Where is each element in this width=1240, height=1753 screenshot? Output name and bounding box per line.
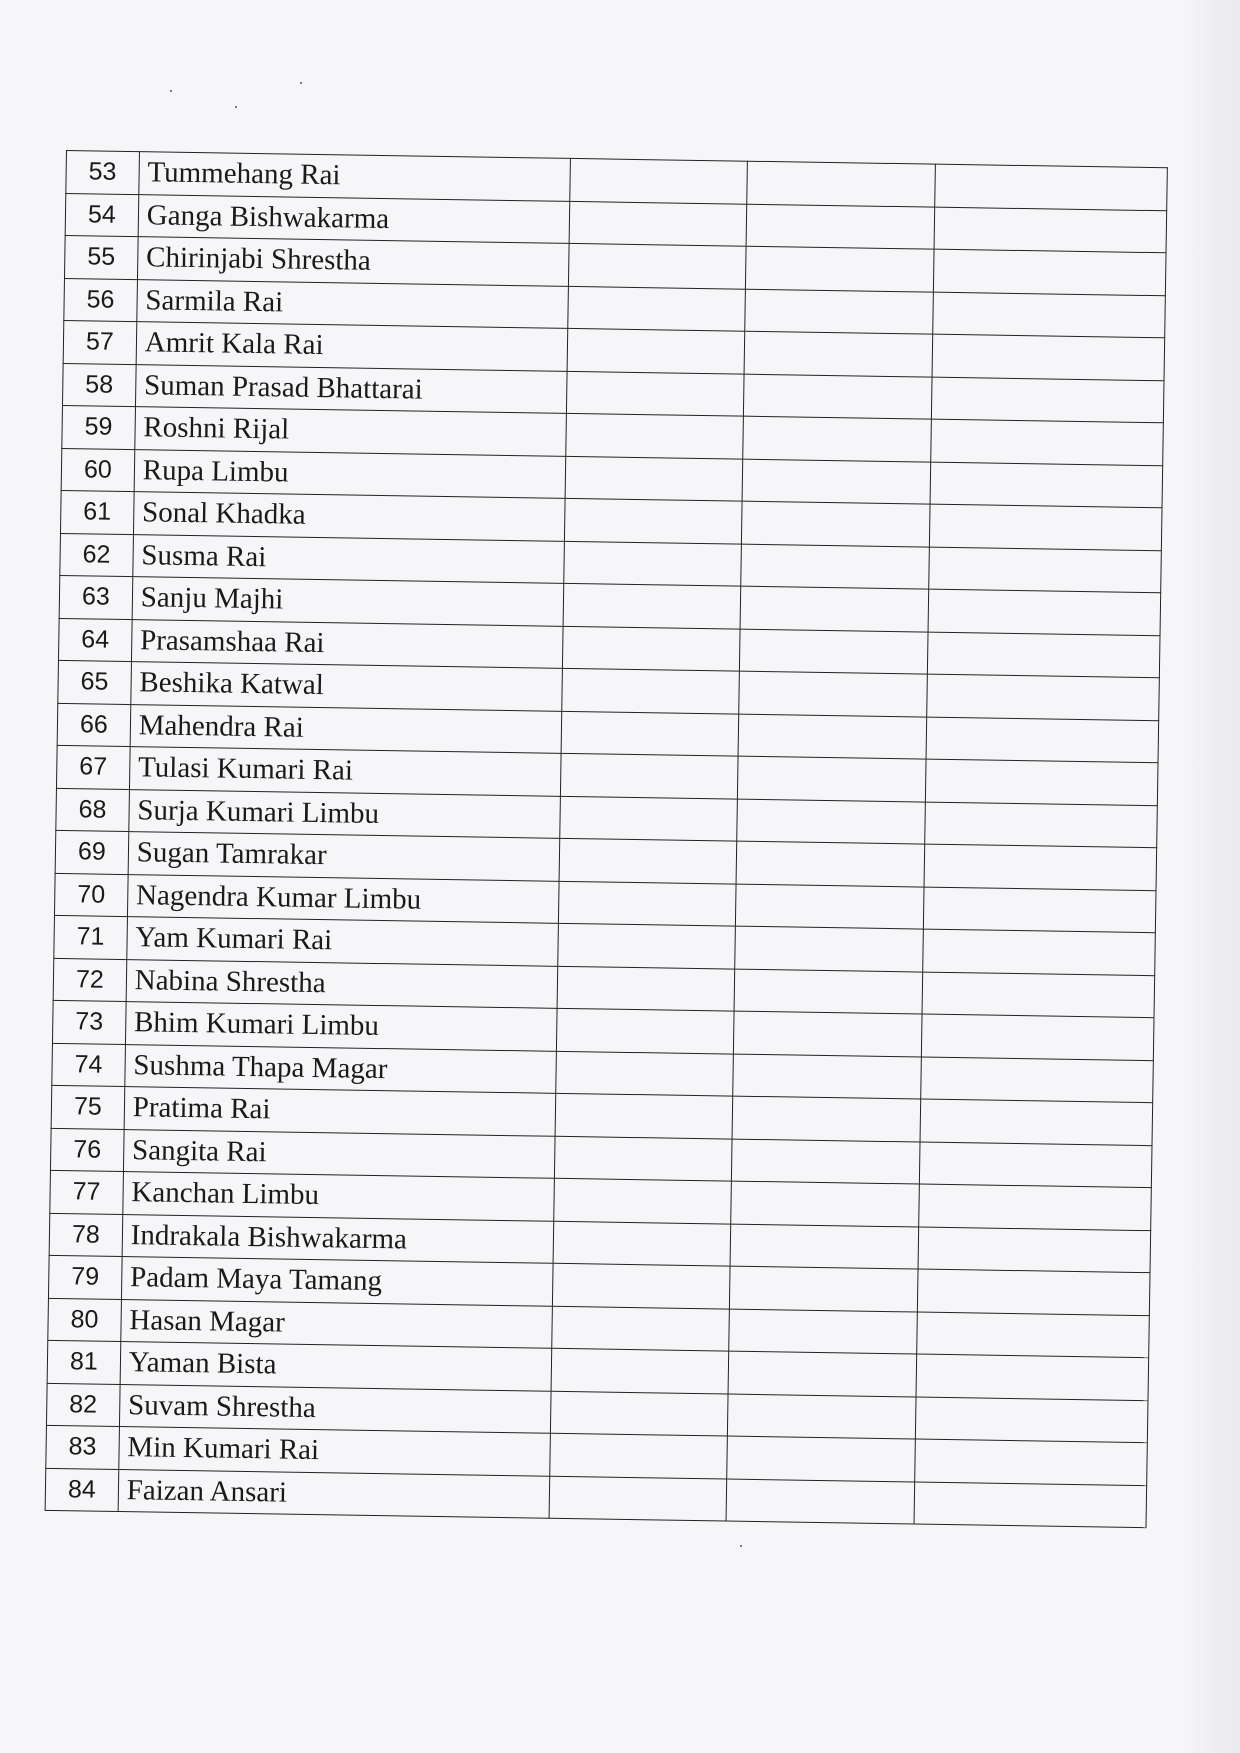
blank-cell [553,1221,731,1266]
blank-cell [566,371,744,416]
blank-cell [565,413,743,458]
roster-table [45,150,1168,1528]
blank-cell [729,1309,918,1354]
blank-cell [561,668,739,713]
serial-number-cell: 71 [54,915,127,959]
name-cell: Faizan Ansari [118,1469,549,1518]
serial-number-cell: 80 [48,1298,121,1342]
scan-speck [235,106,237,108]
blank-cell [561,711,739,756]
serial-number-cell: 67 [56,745,129,789]
serial-number-cell: 64 [58,618,131,662]
blank-cell [930,462,1163,508]
blank-cell [924,844,1157,890]
blank-cell [555,1051,733,1096]
name-cell: Roshni Rijal [135,407,566,456]
name-cell: Nagendra Kumar Limbu [127,874,558,923]
roster-table-body [45,151,1167,1528]
blank-cell [933,292,1166,338]
blank-cell [739,629,928,674]
name-cell: Pratima Rai [124,1087,555,1136]
name-cell: Yam Kumari Rai [127,917,558,966]
blank-cell [557,923,735,968]
blank-cell [923,929,1156,975]
serial-number-cell: 79 [48,1255,121,1299]
blank-cell [744,331,933,376]
serial-number-cell: 84 [45,1468,118,1512]
blank-cell [921,1014,1154,1060]
blank-cell [917,1312,1150,1358]
blank-cell [917,1269,1150,1315]
blank-cell [921,1057,1154,1103]
name-cell: Yaman Bista [120,1342,551,1391]
blank-cell [915,1397,1148,1443]
name-cell: Susma Rai [133,534,564,583]
blank-cell [745,246,934,291]
name-cell: Mahendra Rai [130,704,561,753]
blank-cell [733,1054,922,1099]
name-cell: Rupa Limbu [134,449,565,498]
blank-cell [743,416,932,461]
scan-speck [170,90,172,92]
serial-number-cell: 72 [53,958,126,1002]
blank-cell [564,498,742,543]
blank-cell [933,249,1166,295]
blank-cell [731,1181,920,1226]
blank-cell [550,1391,728,1436]
blank-cell [563,583,741,628]
name-cell: Sonal Khadka [133,492,564,541]
blank-cell [931,377,1164,423]
blank-cell [931,419,1164,465]
serial-number-cell: 83 [46,1425,119,1469]
name-cell: Bhim Kumari Limbu [125,1002,556,1051]
blank-cell [567,286,745,331]
blank-cell [918,1227,1151,1273]
blank-cell [734,969,923,1014]
blank-cell [730,1224,919,1269]
blank-cell [563,541,741,586]
blank-cell [925,759,1158,805]
serial-number-cell: 68 [56,788,129,832]
blank-cell [740,586,929,631]
name-cell: Prasamshaa Rai [131,619,562,668]
blank-cell [927,632,1160,678]
blank-cell [735,884,924,929]
name-cell: Indrakala Bishwakarma [122,1214,553,1263]
blank-cell [736,841,925,886]
blank-cell [569,201,747,246]
serial-number-cell: 61 [60,490,133,534]
blank-cell [915,1439,1148,1485]
name-cell: Sangita Rai [123,1129,554,1178]
serial-number-cell: 75 [51,1085,124,1129]
blank-cell [934,207,1167,253]
blank-cell [559,796,737,841]
blank-cell [552,1263,730,1308]
blank-cell [568,243,746,288]
serial-number-cell: 82 [46,1383,119,1427]
blank-cell [737,756,926,801]
blank-cell [919,1184,1152,1230]
blank-cell [746,204,935,249]
name-cell: Sanju Majhi [132,577,563,626]
blank-cell [932,334,1165,380]
blank-cell [554,1136,732,1181]
blank-cell [922,972,1155,1018]
serial-number-cell: 65 [58,660,131,704]
serial-number-cell: 58 [62,363,135,407]
scan-speck [300,82,302,84]
blank-cell [914,1481,1147,1527]
serial-number-cell: 78 [49,1213,122,1257]
blank-cell [732,1096,921,1141]
blank-cell [925,802,1158,848]
name-cell: Tummehang Rai [139,152,570,201]
serial-number-cell: 81 [47,1340,120,1384]
name-cell: Surja Kumari Limbu [129,789,560,838]
name-cell: Tulasi Kumari Rai [129,747,560,796]
blank-cell [560,753,738,798]
serial-number-cell: 63 [59,575,132,619]
name-cell: Padam Maya Tamang [121,1257,552,1306]
blank-cell [741,544,930,589]
blank-cell [919,1142,1152,1188]
blank-cell [726,1479,915,1524]
blank-cell [733,1011,922,1056]
serial-number-cell: 53 [66,151,139,195]
blank-cell [727,1436,916,1481]
serial-number-cell: 59 [62,405,135,449]
name-cell: Beshika Katwal [131,662,562,711]
blank-cell [727,1394,916,1439]
serial-number-cell: 57 [63,320,136,364]
serial-number-cell: 55 [64,235,137,279]
scan-speck [740,1545,742,1547]
blank-cell [916,1354,1149,1400]
name-cell: Suvam Shrestha [119,1384,550,1433]
name-cell: Sarmila Rai [137,279,568,328]
blank-cell [747,161,936,206]
serial-number-cell: 62 [60,533,133,577]
blank-cell [745,289,934,334]
blank-cell [920,1099,1153,1145]
blank-cell [929,504,1162,550]
serial-number-cell: 60 [61,448,134,492]
blank-cell [553,1178,731,1223]
serial-number-cell: 73 [52,1000,125,1044]
serial-number-cell: 54 [65,193,138,237]
blank-cell [567,328,745,373]
page-edge-shadow [1180,0,1240,1753]
blank-cell [926,717,1159,763]
blank-cell [558,881,736,926]
blank-cell [929,547,1162,593]
serial-number-cell: 74 [52,1043,125,1087]
name-cell: Sugan Tamrakar [128,832,559,881]
blank-cell [935,164,1168,210]
serial-number-cell: 69 [55,830,128,874]
name-cell: Amrit Kala Rai [136,322,567,371]
blank-cell [741,501,930,546]
blank-cell [742,459,931,504]
blank-cell [735,926,924,971]
blank-cell [928,589,1161,635]
serial-number-cell: 76 [50,1128,123,1172]
serial-number-cell: 77 [50,1170,123,1214]
blank-cell [923,887,1156,933]
blank-cell [551,1348,729,1393]
name-cell: Nabina Shrestha [126,959,557,1008]
name-cell: Chirinjabi Shrestha [137,237,568,286]
blank-cell [556,1008,734,1053]
blank-cell [565,456,743,501]
blank-cell [743,374,932,419]
blank-cell [549,1476,727,1521]
blank-cell [549,1433,727,1478]
name-cell: Suman Prasad Bhattarai [135,364,566,413]
blank-cell [927,674,1160,720]
name-cell: Kanchan Limbu [123,1172,554,1221]
blank-cell [737,799,926,844]
blank-cell [731,1139,920,1184]
blank-cell [569,158,747,203]
blank-cell [551,1306,729,1351]
blank-cell [739,671,928,716]
name-cell: Ganga Bishwakarma [138,194,569,243]
serial-number-cell: 70 [54,873,127,917]
blank-cell [738,714,927,759]
name-cell: Sushma Thapa Magar [125,1044,556,1093]
name-cell: Hasan Magar [121,1299,552,1348]
blank-cell [559,838,737,883]
name-cell: Min Kumari Rai [119,1426,550,1475]
serial-number-cell: 66 [57,703,130,747]
blank-cell [729,1266,918,1311]
blank-cell [557,966,735,1011]
blank-cell [555,1093,733,1138]
blank-cell [728,1351,917,1396]
blank-cell [562,626,740,671]
serial-number-cell: 56 [64,278,137,322]
